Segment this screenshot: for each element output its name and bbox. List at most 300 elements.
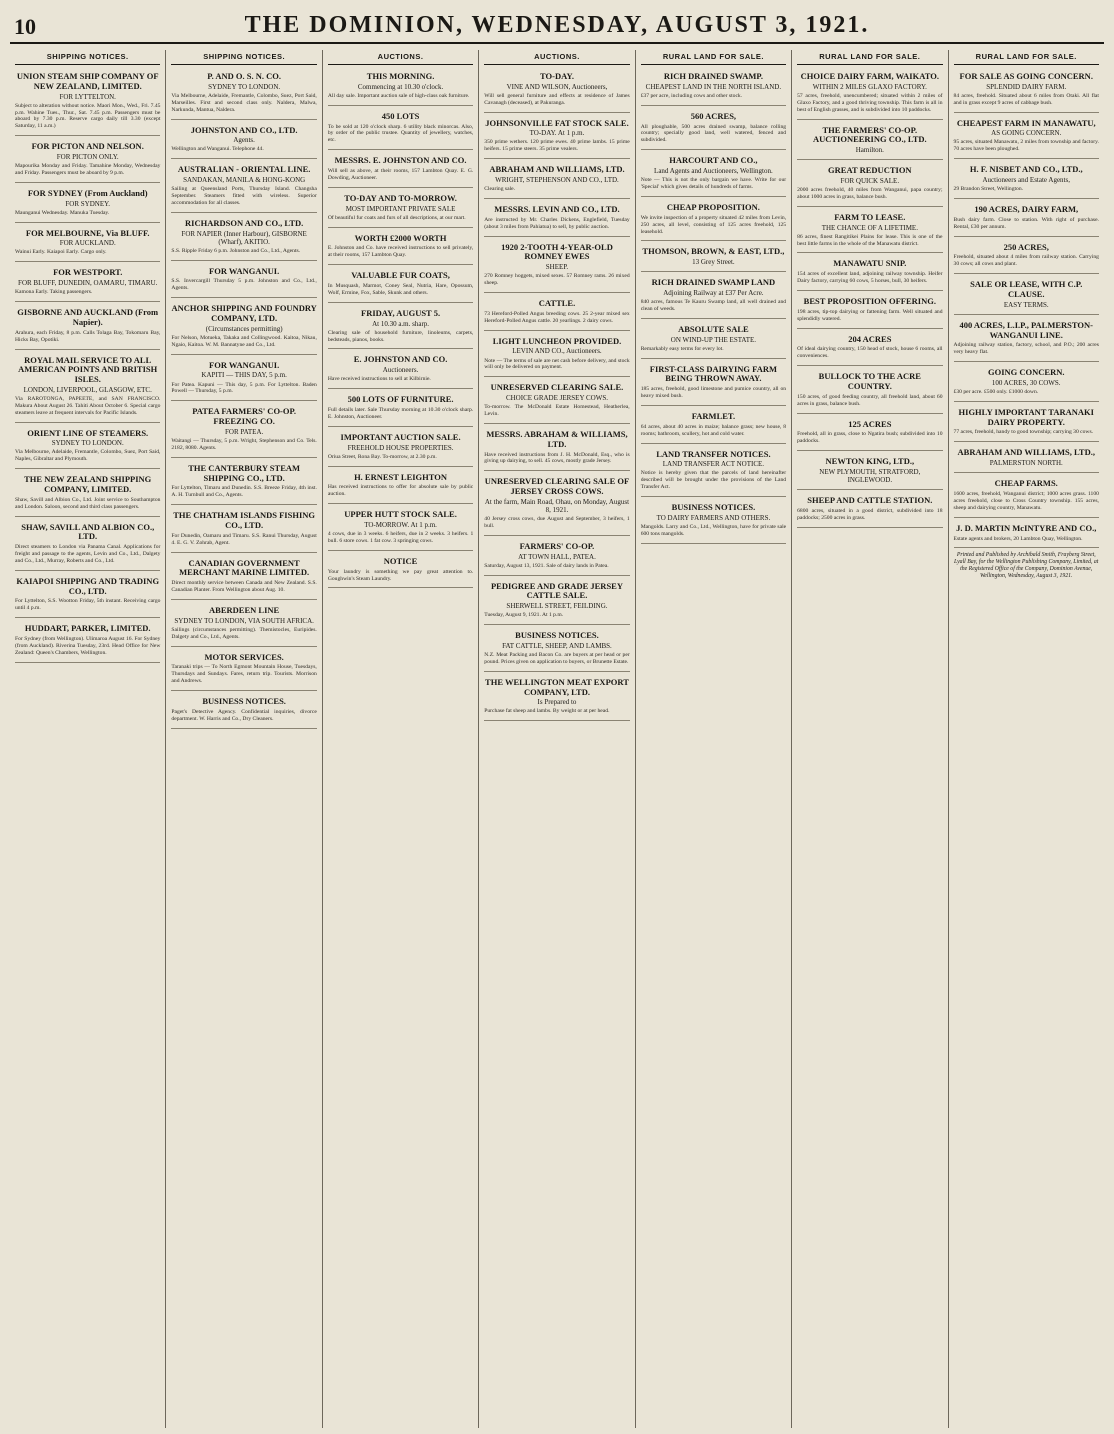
advertisement-body: All ploughable, 500 acres drained swamp, balance rolling country; specially good land, well watered, fenced and subdivided. bbox=[640, 123, 787, 144]
advertisement-body: All day sale. Important auction sale of high-class oak furniture. bbox=[327, 92, 470, 99]
advertisement-body: S.S. Invercargill Thursday 5 p.m. Johnston and Co., Ltd., Agents. bbox=[171, 278, 317, 292]
advertisement-title: ABSOLUTE SALE bbox=[678, 323, 749, 334]
advertisement-title: 250 ACRES, bbox=[1003, 241, 1049, 252]
advertisement-title: JOHNSONVILLE FAT STOCK SALE. bbox=[485, 117, 629, 128]
advertisement-body: Direct monthly service between Canada and New Zealand. S.S. Canadian Planter. From Wellington about Aug. 10. bbox=[171, 580, 317, 593]
advertisement-body: Full details later. Sale Thursday morning at 10.30 o'clock sharp. E. Johnston, Auctioneer. bbox=[327, 406, 474, 420]
advertisement-title: BUSINESS NOTICES. bbox=[515, 630, 599, 641]
advertisement bbox=[484, 240, 629, 293]
advertisement-body: Saturday, August 13, 1921. Sale of dairy lands in Patea. bbox=[484, 562, 609, 569]
advertisement-body: E. Johnston and Co. have received instructions to sell privately, at their rooms, 157 Lambton Quay. bbox=[327, 245, 474, 259]
advertisement bbox=[797, 454, 942, 490]
advertisement-body: Via RAROTONGA, PAPEETE, and SAN FRANCISCO. Makura About August 26. Tahiti About October 6. Special cargo steamers leave at frequent intervals for Pacific Islands. bbox=[15, 395, 161, 416]
advertisement-title: FOR SYDNEY (From Auckland) bbox=[27, 187, 148, 198]
advertisement-body: Freehold, situated about 4 miles from railway station. Carrying 30 cows; all cows and plant. bbox=[953, 254, 1099, 268]
advertisement-title: IMPORTANT AUCTION SALE. bbox=[340, 431, 461, 442]
column-heading: SHIPPING NOTICES. bbox=[15, 50, 160, 65]
advertisement-title: THE NEW ZEALAND SHIPPING COMPANY, LIMITED. bbox=[24, 474, 152, 495]
column-4 bbox=[478, 50, 634, 1428]
advertisement bbox=[328, 306, 473, 350]
advertisement-title: FARMLET. bbox=[691, 411, 736, 422]
advertisement-title: GOING CONCERN. bbox=[987, 367, 1065, 378]
advertisement-title: 560 ACRES, bbox=[690, 110, 737, 121]
advertisement-body: 73 Hereford-Polled Angus breeding cows. 25 2-year mixed sex Hereford-Polled Angus cattle. 20 yearlings. 2 dairy cows. bbox=[484, 310, 630, 324]
advertisement bbox=[954, 365, 1099, 402]
advertisement-title: 1920 2-TOOTH 4-YEAR-OLD ROMNEY EWES bbox=[501, 241, 613, 262]
advertisement-body: 95 acres, situated Manawatu, 2 miles from township and factory. 70 acres have been ploughed. bbox=[953, 139, 1099, 153]
advertisement-subtitle: LAND TRANSFER ACT NOTICE. bbox=[662, 460, 765, 469]
advertisement-subtitle: SHERWELL STREET, FEILDING. bbox=[506, 602, 608, 611]
advertisement-body: Waitangi — Thursday, 5 p.m. Wright, Stephenson and Co. Tels. 2182, 8080. Agents. bbox=[171, 437, 317, 451]
advertisement bbox=[954, 318, 1099, 362]
column-2 bbox=[165, 50, 321, 1428]
advertisement bbox=[641, 409, 786, 444]
advertisement-title: THE CHATHAM ISLANDS FISHING CO., LTD. bbox=[173, 510, 316, 530]
advertisement-body: Will sell general furniture and effects at residence of James Cavanagh (deceased), at Pakuranga. bbox=[484, 92, 630, 106]
advertisement bbox=[484, 69, 629, 113]
advertisement-title: TO-DAY. bbox=[540, 71, 574, 81]
advertisement-body: Note — The terms of sale are net cash before delivery, and stock will only be delivered on payment. bbox=[484, 357, 630, 371]
advertisement-body: Mapourika Monday and Friday. Tamahine Monday, Wednesday and Friday. Passengers must be aboard by 9 p.m. bbox=[15, 163, 161, 176]
advertisement-subtitle: AT TOWN HALL, PATEA. bbox=[518, 552, 596, 561]
advertisement-title: PATEA FARMERS' CO-OP. FREEZING CO. bbox=[192, 406, 297, 427]
advertisement bbox=[484, 296, 629, 331]
advertisement bbox=[328, 470, 473, 505]
advertisement bbox=[484, 334, 629, 378]
column-heading: AUCTIONS. bbox=[484, 50, 629, 65]
advertisement-subtitle: SYDNEY TO LONDON. bbox=[208, 82, 281, 91]
advertisement-title: KAIAPOI SHIPPING AND TRADING CO., LTD. bbox=[16, 575, 160, 596]
advertisement-title: NEWTON KING, LTD., bbox=[825, 456, 915, 467]
advertisement-body: Will sell as above, at their rooms, 157 Lambton Quay. E. G. Dowding, Auctioneer. bbox=[327, 168, 474, 181]
advertisement-body: Shaw, Savill and Albion Co., Ltd. Joint service to Southampton and London. Saloon, second and third class passengers. bbox=[15, 496, 161, 510]
advertisement-title: THE WELLINGTON MEAT EXPORT COMPANY, LTD. bbox=[485, 676, 629, 697]
advertisement-subtitle: SHEEP. bbox=[545, 263, 569, 272]
advertisement bbox=[171, 358, 316, 402]
advertisement-subtitle: FOR SYDNEY. bbox=[65, 199, 111, 208]
advertisement-subtitle: Agents. bbox=[233, 136, 255, 145]
advertisement bbox=[797, 123, 942, 161]
advertisement bbox=[171, 461, 316, 505]
advertisement bbox=[954, 476, 1099, 518]
advertisement-body: Kamona Early. Taking passengers. bbox=[15, 289, 93, 296]
advertisement bbox=[15, 265, 160, 302]
advertisement-subtitle: SYDNEY TO LONDON, VIA SOUTH AFRICA. bbox=[174, 616, 314, 625]
advertisement-title: H. ERNEST LEIGHTON bbox=[354, 471, 448, 482]
advertisement-subtitle: LONDON, LIVERPOOL, GLASGOW, ETC. bbox=[23, 385, 152, 394]
advertisement bbox=[484, 202, 629, 237]
advertisement-subtitle: Adjoining Railway at £37 Per Acre. bbox=[663, 289, 764, 298]
page-number: 10 bbox=[14, 14, 36, 39]
advertisement-body: Clearing sale. bbox=[484, 186, 516, 193]
advertisement bbox=[15, 426, 160, 470]
advertisement-body: Note — This is not the only bargain we have. Write for our 'Special' which gives details of hundreds of farms. bbox=[640, 177, 787, 190]
advertisement-body: To-morrow. The McDonald Estate Homestead, Heatherlea, Levin. bbox=[484, 404, 630, 418]
advertisement-subtitle: ON WIND-UP THE ESTATE. bbox=[670, 335, 757, 344]
advertisement-body: Have received instructions to sell at Kilbirnie. bbox=[327, 376, 431, 383]
advertisement-subtitle: FOR LYTTELTON. bbox=[59, 92, 116, 101]
advertisement-title: UNRESERVED CLEARING SALE OF JERSEY CROSS COWS. bbox=[484, 476, 630, 497]
advertisement-subtitle: PALMERSTON NORTH. bbox=[989, 459, 1063, 468]
advertisement-title: THE CANTERBURY STEAM SHIPPING CO., LTD. bbox=[188, 462, 301, 483]
column-7 bbox=[948, 50, 1104, 1428]
advertisement-subtitle: Auctioneers and Estate Agents, bbox=[982, 176, 1070, 185]
advertisement-title: THOMSON, BROWN, & EAST, LTD., bbox=[642, 246, 785, 257]
advertisement bbox=[328, 153, 473, 188]
advertisement-title: 125 ACRES bbox=[848, 418, 892, 429]
advertisement-title: JOHNSTON AND CO., LTD. bbox=[190, 124, 298, 135]
advertisement-body: 4 cows, due in 3 weeks. 6 heifers, due in 2 weeks. 3 heifers. 1 bull. 6 store cows. 1 fat cow. 3 springing cows. bbox=[327, 530, 474, 544]
advertisement-body: Have received instructions from J. H. McDonald, Esq., who is giving up dairying, to sell. 45 cows, mostly grade Jersey. bbox=[484, 451, 630, 465]
imprint-footer: Printed and Published by Archibald Smith, Frayberg Street, Lyall Bay, for the Wellington Publishing Company, Limited, at the Registered Office of the Company, Dominion Avenue, Wellington, Wednesday, August 3, 1921. bbox=[954, 552, 1099, 580]
advertisement bbox=[328, 69, 473, 106]
advertisement-subtitle: 13 Grey Street. bbox=[692, 258, 735, 267]
advertisement-title: LIGHT LUNCHEON PROVIDED. bbox=[492, 335, 622, 346]
advertisement-subtitle: CHEAPEST LAND IN THE NORTH ISLAND. bbox=[645, 82, 782, 91]
advertisement-body: 154 acres of excellent land, adjoining railway township. Heifer Dairy factory, carrying 60 cows, 5 horses, bull, 30 heifers. bbox=[797, 271, 943, 285]
advertisement bbox=[171, 508, 316, 552]
newspaper-title: THE DOMINION, WEDNESDAY, AUGUST 3, 1921. bbox=[244, 12, 870, 38]
advertisement-subtitle: WITHIN 2 MILES GLAXO FACTORY. bbox=[812, 82, 927, 91]
advertisement-subtitle: FAT CATTLE, SHEEP, AND LAMBS. bbox=[502, 641, 612, 650]
advertisement-body: To be sold at 120 o'clock sharp. 6 utility black minorcas. Also, by order of the public trustee. Quantity of jewellery, watches, etc. bbox=[327, 123, 474, 144]
advertisement-title: CHEAP FARMS. bbox=[994, 478, 1058, 489]
advertisement-body: For Sydney (from Wellington). Ulimaroa August 16. For Sydney (from Auckland). Riverina Tuesday, 23rd. Head Office for New Zealand: Queen's Chambers, Wellington. bbox=[15, 636, 161, 656]
advertisement-subtitle: TO-MORROW. At 1 p.m. bbox=[364, 520, 437, 529]
advertisement bbox=[171, 694, 316, 729]
advertisement-body: Freehold, all in grass, close to Ngatira bush; subdivided into 10 paddocks. bbox=[797, 431, 943, 445]
advertisement bbox=[171, 264, 316, 299]
advertisement-title: NOTICE bbox=[383, 555, 418, 566]
advertisement-body: For Nelson, Motueka, Takaka and Collingwood. Kaitoa, Nikau, Ngaio, Kaitoa. W. M. Bannatyne and Co., Ltd. bbox=[171, 334, 317, 348]
advertisement-title: MESSRS. ABRAHAM & WILLIAMS, LTD. bbox=[486, 429, 628, 449]
advertisement-subtitle: Hamilton. bbox=[855, 146, 884, 155]
advertisement bbox=[641, 500, 786, 544]
advertisement-title: MESSRS. LEVIN AND CO., LTD. bbox=[494, 204, 620, 215]
advertisement-title: LAND TRANSFER NOTICES. bbox=[656, 448, 771, 459]
column-heading: SHIPPING NOTICES. bbox=[171, 50, 316, 65]
advertisement bbox=[484, 380, 629, 424]
advertisement bbox=[15, 520, 160, 571]
advertisement-body: 40 Jersey cross cows, due August and September, 3 heifers, 1 bull. bbox=[484, 516, 630, 529]
advertisement bbox=[641, 275, 786, 319]
advertisement-body: Notice is hereby given that the parcels of land hereinafter described will be brought under the provisions of the Land Transfer Act. bbox=[640, 470, 787, 491]
advertisement-subtitle: VINE AND WILSON, Auctioneers, bbox=[506, 82, 608, 91]
advertisement-subtitle: Commencing at 10.30 o'clock. bbox=[357, 82, 444, 91]
advertisement bbox=[954, 277, 1099, 315]
advertisement-body: Has received instructions to offer for absolute sale by public auction. bbox=[327, 484, 474, 498]
advertisement bbox=[15, 305, 160, 349]
advertisement-title: HIGHLY IMPORTANT TARANAKI DAIRY PROPERTY. bbox=[958, 406, 1094, 427]
advertisement-subtitle: FOR PATEA. bbox=[225, 427, 264, 436]
advertisement-title: 190 ACRES, DAIRY FARM, bbox=[974, 204, 1079, 215]
advertisement bbox=[171, 650, 316, 692]
advertisement bbox=[641, 244, 786, 272]
advertisement-title: RICH DRAINED SWAMP LAND bbox=[651, 277, 776, 288]
advertisement bbox=[171, 556, 316, 600]
advertisement-subtitle: Is Prepared to bbox=[537, 698, 577, 707]
advertisement bbox=[797, 294, 942, 329]
advertisement bbox=[954, 445, 1099, 473]
advertisement bbox=[484, 162, 629, 199]
advertisement bbox=[641, 153, 786, 197]
advertisement-title: 500 LOTS OF FURNITURE. bbox=[347, 394, 454, 405]
advertisement bbox=[15, 69, 160, 136]
advertisement bbox=[797, 369, 942, 413]
advertisement-title: P. AND O. S. N. CO. bbox=[207, 71, 282, 81]
advertisement-subtitle: At 10.30 a.m. sharp. bbox=[372, 319, 430, 328]
advertisement-body: Purchase fat sheep and lambs. By weight or at per head. bbox=[484, 708, 610, 715]
advertisement-title: UPPER HUTT STOCK SALE. bbox=[344, 509, 457, 520]
advertisement-title: BUSINESS NOTICES. bbox=[202, 696, 286, 707]
advertisement bbox=[797, 332, 942, 367]
advertisement bbox=[484, 628, 629, 672]
advertisement-title: SHEEP AND CATTLE STATION. bbox=[807, 495, 933, 506]
advertisement-body: £30 per acre. £500 only. £1000 down. bbox=[953, 389, 1039, 396]
advertisement-body: 29 Brandon Street, Wellington. bbox=[953, 186, 1024, 193]
advertisement-title: FIRST-CLASS DAIRYING FARM BEING THROWN AWAY. bbox=[649, 363, 777, 384]
advertisement bbox=[15, 621, 160, 663]
advertisement-subtitle: TO DAIRY FARMERS AND OTHERS. bbox=[656, 513, 771, 522]
column-heading: RURAL LAND FOR SALE. bbox=[954, 50, 1099, 65]
column-3 bbox=[322, 50, 478, 1428]
advertisement-body: In Musquash, Marmot, Coney Seal, Nutria, Hare, Opossum, Wolf, Ermine, Fox, Sable, Skunk and others. bbox=[327, 282, 474, 296]
advertisement bbox=[641, 447, 786, 498]
advertisement-subtitle: MOST IMPORTANT PRIVATE SALE bbox=[345, 204, 456, 213]
advertisement-title: WORTH £2000 WORTH bbox=[354, 232, 447, 243]
advertisement-subtitle: SYDNEY TO LONDON. bbox=[51, 439, 124, 448]
advertisement-title: J. D. MARTIN McINTYRE AND CO., bbox=[956, 522, 1097, 533]
advertisement-body: Sailing at Queensland Ports, Thursday Island. Changsha September. Steamers fitted with wireless. Superior accommodation for all classes. bbox=[171, 186, 317, 206]
advertisement-title: CHEAP PROPOSITION. bbox=[666, 201, 760, 212]
advertisement-subtitle: TO-DAY. At 1 p.m. bbox=[529, 129, 585, 138]
advertisement bbox=[15, 574, 160, 618]
advertisement-body: Taranaki trips — To North Egmont Mountain House, Tuesdays, Thursdays and Sundays. Fares, return trip. Tourists. Morrison and Andrews. bbox=[171, 664, 317, 685]
column-5 bbox=[635, 50, 791, 1428]
column-1 bbox=[10, 50, 165, 1428]
advertisement bbox=[328, 268, 473, 303]
advertisement bbox=[954, 405, 1099, 442]
advertisement-subtitle: FOR NAPIER (Inner Harbour), GISBORNE (Wharf), AKITIO. bbox=[181, 229, 307, 246]
advertisement-title: BEST PROPOSITION OFFERING. bbox=[803, 296, 936, 307]
advertisement bbox=[171, 69, 316, 120]
advertisement-title: 204 ACRES bbox=[848, 333, 892, 344]
advertisement-subtitle: KAPITI — THIS DAY, 5 p.m. bbox=[201, 371, 287, 380]
advertisement-body: Arahura, each Friday, 8 p.m. Calls Tolaga Bay, Tokomaru Bay, Hicks Bay, Opotiki. bbox=[15, 329, 161, 343]
advertisement-title: RICH DRAINED SWAMP. bbox=[663, 71, 763, 81]
advertisement-body: Wellington and Wanganui. Telephone 44. bbox=[171, 146, 264, 153]
advertisement-body: £37 per acre, including cows and other stock. bbox=[640, 92, 743, 99]
column-heading: AUCTIONS. bbox=[328, 50, 473, 65]
advertisement-subtitle: FREEHOLD HOUSE PROPERTIES. bbox=[347, 443, 454, 452]
advertisement-body: Sailings (circumstances permitting). Themistocles, Euripides. Dalgety and Co., Ltd., Agents. bbox=[171, 626, 317, 640]
columns-container bbox=[10, 50, 1104, 1428]
advertisement-body: Wainui Early. Kaiapoi Early. Cargo only. bbox=[15, 249, 107, 256]
advertisement-title: FOR MELBOURNE, Via BLUFF. bbox=[25, 227, 150, 238]
advertisement bbox=[328, 231, 473, 266]
advertisement-title: ROYAL MAIL SERVICE TO ALL AMERICAN POINTS AND BRITISH ISLES. bbox=[18, 354, 158, 385]
advertisement-body: 2000 acres freehold, 40 miles from Wanganui, papa country; about 1000 acres in grass, balance bush. bbox=[797, 186, 943, 200]
advertisement-subtitle: LEVIN AND CO., Auctioneers. bbox=[512, 347, 602, 356]
advertisement bbox=[484, 579, 629, 626]
advertisement-title: ORIENT LINE OF STEAMERS. bbox=[27, 427, 149, 438]
advertisement-subtitle: EASY TERMS. bbox=[1003, 300, 1049, 309]
advertisement-body: 84 acres, freehold. Situated about 6 miles from Otaki. All flat and in grass except 9 acres of cabbage bush. bbox=[953, 92, 1099, 106]
advertisement-subtitle: FOR BLUFF, DUNEDIN, OAMARU, TIMARU. bbox=[18, 279, 158, 288]
advertisement-title: FARMERS' CO-OP. bbox=[519, 540, 595, 551]
advertisement bbox=[171, 162, 316, 213]
advertisement bbox=[328, 392, 473, 427]
advertisement bbox=[954, 116, 1099, 160]
advertisement-subtitle: AS GOING CONCERN. bbox=[991, 129, 1062, 138]
advertisement bbox=[171, 404, 316, 457]
advertisement-title: ABRAHAM AND WILLIAMS, LTD., bbox=[957, 447, 1095, 458]
advertisement bbox=[328, 109, 473, 151]
advertisement-body: Of ideal dairying country, 150 head of stock, house 6 rooms, all conveniences. bbox=[797, 346, 943, 360]
column-heading: RURAL LAND FOR SALE. bbox=[797, 50, 942, 65]
advertisement-title: FOR PICTON AND NELSON. bbox=[31, 141, 144, 152]
advertisement-title: TO-DAY AND TO-MORROW. bbox=[344, 192, 457, 203]
advertisement-body: Of beautiful fur coats and furs of all descriptions, at our mart. bbox=[327, 214, 466, 221]
advertisement-body: Maunganui Wednesday. Manuka Tuesday. bbox=[15, 209, 110, 216]
advertisement bbox=[328, 191, 473, 228]
advertisement bbox=[484, 116, 629, 160]
advertisement-title: HUDDART, PARKER, LIMITED. bbox=[24, 623, 151, 634]
advertisement-subtitle: SANDAKAN, MANILA & HONG-KONG bbox=[183, 176, 306, 185]
advertisement bbox=[171, 216, 316, 261]
advertisement bbox=[797, 163, 942, 207]
advertisement bbox=[484, 427, 629, 471]
advertisement bbox=[797, 417, 942, 452]
advertisement bbox=[171, 603, 316, 647]
advertisement-body: Your laundry is something we pay great attention to. Goughwin's Steam Laundry. bbox=[327, 568, 474, 582]
advertisement bbox=[797, 210, 942, 254]
advertisement bbox=[15, 186, 160, 223]
advertisement-body: For Lyttelton, S.S. Wootton Friday, 5th instant. Receiving cargo until 4 p.m. bbox=[15, 598, 161, 612]
advertisement-title: BULLOCK TO THE ACRE COUNTRY. bbox=[818, 371, 921, 392]
advertisement bbox=[641, 69, 786, 106]
advertisement-subtitle: 100 ACRES, 30 COWS. bbox=[991, 378, 1061, 387]
advertisement-title: MANAWATU SNIP. bbox=[833, 258, 907, 269]
advertisement bbox=[954, 202, 1099, 237]
advertisement-subtitle: THE CHANCE OF A LIFETIME. bbox=[821, 223, 918, 232]
advertisement bbox=[15, 353, 160, 423]
advertisement-title: THIS MORNING. bbox=[366, 71, 435, 81]
advertisement-body: Oriua Street, Rona Bay. To-morrow, at 2.30 p.m. bbox=[327, 453, 437, 460]
advertisement-title: BUSINESS NOTICES. bbox=[671, 502, 756, 513]
advertisement-title: UNRESERVED CLEARING SALE. bbox=[490, 382, 624, 393]
advertisement bbox=[484, 474, 629, 535]
advertisement-title: E. JOHNSTON AND CO. bbox=[353, 354, 448, 365]
advertisement-subtitle: CHOICE GRADE JERSEY COWS. bbox=[505, 394, 608, 403]
advertisement bbox=[15, 472, 160, 516]
advertisement-subtitle: NEW PLYMOUTH, STRATFORD, INGLEWOOD. bbox=[819, 468, 921, 485]
advertisement-title: PEDIGREE AND GRADE JERSEY CATTLE SALE. bbox=[490, 580, 623, 601]
advertisement bbox=[328, 507, 473, 551]
advertisement-body: 840 acres, famous Te Kauru Swamp land, all well drained and clean of weeds. bbox=[640, 299, 787, 312]
advertisement-subtitle: At the farm, Main Road, Ohau, on Monday, August 8, 1921. bbox=[484, 497, 630, 514]
advertisement bbox=[484, 675, 629, 722]
advertisement-body: 198 acres, tip-top dairying or fattening farm. Well situated and splendidly watered. bbox=[797, 308, 943, 322]
advertisement-title: ABERDEEN LINE bbox=[209, 604, 280, 615]
advertisement bbox=[15, 226, 160, 263]
advertisement-body: We invite inspection of a property situated 42 miles from Levin, 250 acres, all level, consisting of 125 acres freehold, 125 leasehold. bbox=[640, 214, 787, 235]
advertisement-body: 57 acres, freehold, unencumbered; situated within 2 miles of Glaxo Factory, and a good thriving township. This farm is all in best of English grasses, and is subdivided into 10 paddocks. bbox=[797, 92, 943, 113]
advertisement-body: 350 prime wethers. 120 prime ewes. 40 prime lambs. 15 prime heifers. 15 prime steers. 35 prime vealers. bbox=[484, 139, 630, 153]
advertisement-title: 450 LOTS bbox=[381, 110, 420, 121]
advertisement-body: Via Melbourne, Adelaide, Fremantle, Colombo, Suez, Port Said, Marseilles. First and second class only. Naldera, Malwa, Narkunda, Mantua, Naldera. bbox=[171, 92, 317, 113]
advertisement-body: Estate agents and brokers, 20 Lambton Quay, Wellington. bbox=[953, 535, 1083, 542]
advertisement-subtitle: SPLENDID DAIRY FARM. bbox=[986, 82, 1067, 91]
advertisement-body: Mangolds. Larry and Co., Ltd., Wellington, have for private sale 600 tons mangolds. bbox=[640, 524, 787, 537]
advertisement-subtitle: FOR AUCKLAND. bbox=[59, 239, 116, 248]
advertisement-body: N.Z. Meat Packing and Bacon Co. are buyers at per head or per pound. Prices given on application to buyers, or Brunette Estate. bbox=[484, 651, 630, 665]
advertisement bbox=[797, 493, 942, 528]
advertisement-body: Via Melbourne, Adelaide, Fremantle, Colombo, Suez, Port Said, Naples, Gibraltar and Plymouth. bbox=[15, 449, 161, 463]
advertisement-title: AUSTRALIAN - ORIENTAL LINE. bbox=[177, 164, 311, 175]
advertisement-body: 185 acres, freehold, good limestone and pumice country, all on heavy mixed bush. bbox=[640, 386, 787, 400]
advertisement-body: 64 acres, about 40 acres in maize; balance grass; new house, 8 rooms; bathroom, scullery, hot and cold water. bbox=[640, 423, 787, 437]
advertisement-title: FOR SALE AS GOING CONCERN. bbox=[959, 71, 1093, 81]
advertisement-subtitle: Auctioneers. bbox=[382, 366, 419, 375]
advertisement-title: HARCOURT AND CO., bbox=[669, 155, 758, 166]
advertisement-title: ANCHOR SHIPPING AND FOUNDRY COMPANY, LTD. bbox=[171, 303, 317, 324]
advertisement bbox=[328, 352, 473, 389]
advertisement-subtitle: (Circumstances permitting) bbox=[205, 324, 283, 333]
advertisement bbox=[797, 69, 942, 120]
advertisement-title: CATTLE. bbox=[538, 298, 576, 309]
advertisement-body: S.S. Ripple Friday 6 p.m. Johnston and Co., Ltd., Agents. bbox=[171, 247, 301, 254]
advertisement-body: 1600 acres, freehold, Wanganui district; 1000 acres grass. 1100 acres freehold, close to Cross Country township. 155 acres, sheep and dairying country, Manawatu. bbox=[953, 490, 1099, 511]
advertisement-body: 150 acres, of good feeding country, all freehold land, about 60 acres in grass, balance bush. bbox=[797, 393, 943, 407]
advertisement-body: Bush dairy farm. Close to station. With right of purchase. Rental, £30 per annum. bbox=[953, 216, 1099, 230]
advertisement-title: THE FARMERS' CO-OP. AUCTIONEERING CO., LTD. bbox=[812, 124, 927, 145]
advertisement bbox=[171, 123, 316, 160]
advertisement-body: 77 acres, freehold, handy to good township; carrying 30 cows. bbox=[953, 429, 1094, 436]
advertisement-title: 400 ACRES, L.I.P., PALMERSTON-WANGANUI LINE. bbox=[959, 319, 1093, 340]
advertisement-title: FOR WANGANUI. bbox=[209, 265, 280, 276]
advertisement-body: Tuesday, August 9, 1921. At 1 p.m. bbox=[484, 612, 564, 619]
advertisement-body: For Lyttelton, Timaru and Dunedin. S.S. Breeze Friday, 4th inst. A. H. Turnbull and Co., Agents. bbox=[171, 485, 317, 499]
advertisement-subtitle: WRIGHT, STEPHENSON AND CO., LTD. bbox=[495, 176, 619, 185]
advertisement bbox=[484, 539, 629, 576]
advertisement-body: Clearing sale of household furniture, linoleums, carpets, bedsteads, pianos, books. bbox=[327, 329, 474, 343]
advertisement-title: ABRAHAM AND WILLIAMS, LTD. bbox=[489, 164, 625, 175]
advertisement-title: MOTOR SERVICES. bbox=[204, 651, 284, 662]
advertisement-title: VALUABLE FUR COATS, bbox=[351, 270, 450, 281]
advertisement-title: SHAW, SAVILL AND ALBION CO., LTD. bbox=[21, 521, 155, 542]
advertisement bbox=[171, 301, 316, 354]
advertisement-body: Are instructed by Mr. Charles Dickens, Englefield, Tuesday (about 3 miles from Pahiatua) to sell, by public auction. bbox=[484, 216, 630, 230]
advertisement-title: FRIDAY, AUGUST 5. bbox=[361, 307, 441, 318]
advertisement-body: 86 acres, finest Rangitikei Plains for lease. This is one of the best little farms in the whole of the Manawatu district. bbox=[797, 233, 943, 247]
advertisement bbox=[954, 162, 1099, 199]
advertisement-body: Subject to alteration without notice. Maori Mon., Wed., Fri. 7.45 p.m. Wahine Tues., Thur., Sat. 7.45 p.m. Passengers must be aboard by 7.30 p.m. Reserve cargo daily till 3.30 (except Saturday, 11 a.m.) bbox=[15, 102, 161, 130]
advertisement-title: GREAT REDUCTION bbox=[828, 165, 912, 176]
advertisement-title: FARM TO LEASE. bbox=[834, 211, 906, 222]
advertisement-body: Remarkably easy terms for every lot. bbox=[640, 345, 724, 352]
advertisement-subtitle: FOR QUICK SALE. bbox=[840, 176, 900, 185]
advertisement-body: Paget's Detective Agency. Confidential inquiries, divorce department. W. Harris and Co., Dry Cleaners. bbox=[171, 708, 317, 722]
advertisement bbox=[641, 109, 786, 151]
advertisement-body: 270 Romney hoggets, mixed sexes. 57 Romney rams. 26 mixed sheep. bbox=[484, 273, 630, 287]
advertisement-title: FOR WANGANUI. bbox=[209, 359, 280, 370]
advertisement-body: Direct steamers to London via Panama Canal. Applications for freight and passage to the agents, Levin and Co., Ltd., Dalgety and Co., Ltd., Murray, Roberts and Co., Ltd. bbox=[15, 544, 161, 565]
advertisement-title: RICHARDSON AND CO., LTD. bbox=[185, 217, 304, 228]
advertisement-title: GISBORNE AND AUCKLAND (From Napier). bbox=[17, 307, 159, 327]
advertisement bbox=[954, 521, 1099, 549]
advertisement bbox=[328, 554, 473, 589]
